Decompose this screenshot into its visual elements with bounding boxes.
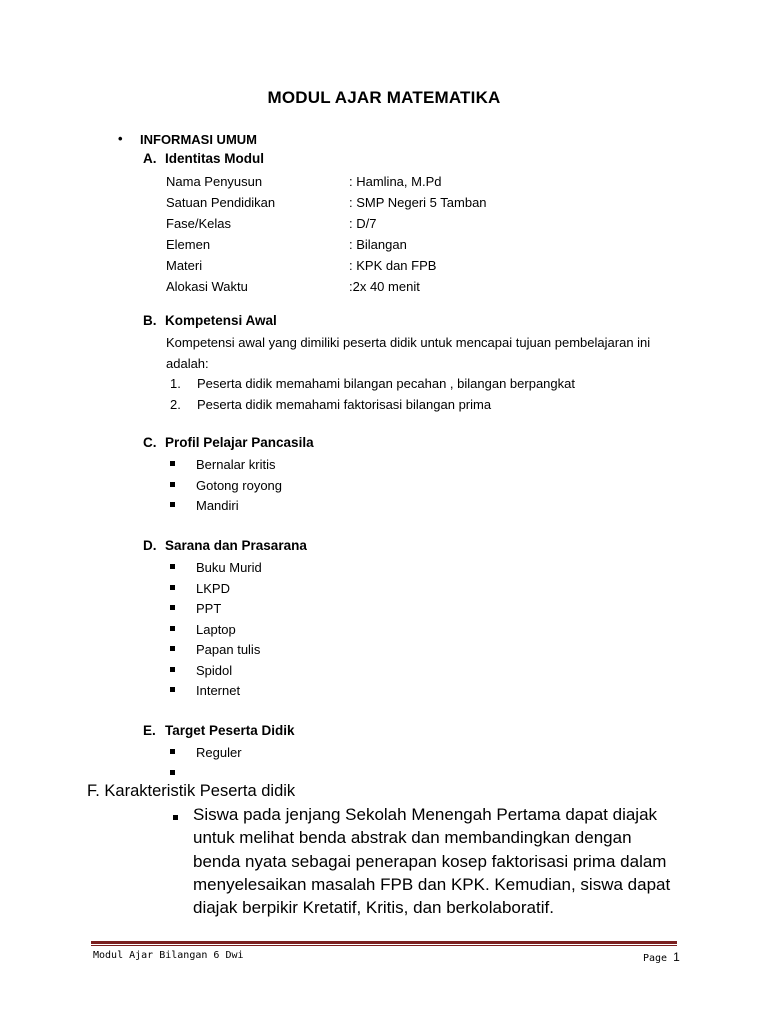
footer-page: [643, 950, 680, 964]
list-item: [170, 743, 242, 764]
list-item: [170, 558, 262, 579]
identitas-value: : D/7: [349, 216, 377, 231]
kompetensi-heading: [143, 313, 277, 328]
profil-title: Profil Pelajar Pancasila: [165, 435, 314, 450]
list-item: [170, 599, 262, 620]
identitas-key: Satuan Pendidikan: [166, 195, 276, 210]
karakteristik-heading: F. Karakteristik Peserta didik: [87, 782, 296, 800]
target-heading: [143, 723, 295, 738]
square-bullet-icon: [170, 749, 175, 754]
footer-page-label: Page: [643, 953, 668, 964]
identitas-row: [166, 192, 487, 213]
identitas-key: Fase/Kelas: [166, 216, 232, 231]
list-text: Papan tulis: [196, 642, 261, 657]
list-text: Peserta didik memahami bilangan pecahan , bilangan berpangkat: [197, 376, 575, 391]
section-heading: INFORMASI UMUM: [140, 132, 257, 147]
list-item: [170, 455, 282, 476]
profil-heading: [143, 435, 314, 450]
identitas-title: Identitas Modul: [165, 151, 264, 166]
identitas-key: Alokasi Waktu: [166, 279, 248, 294]
list-item: [170, 394, 575, 415]
footer-title: Modul Ajar Bilangan 6 Dwi: [93, 950, 244, 961]
sarana-letter: D.: [143, 538, 157, 553]
list-text: Reguler: [196, 745, 242, 760]
identitas-value: : KPK dan FPB: [349, 258, 437, 273]
list-item: [170, 496, 282, 517]
square-bullet-icon: [170, 482, 175, 487]
identitas-row: [166, 213, 487, 234]
list-text: Bernalar kritis: [196, 457, 276, 472]
list-item: [170, 661, 262, 682]
list-text: Laptop: [196, 621, 236, 637]
square-bullet-icon: [170, 502, 175, 507]
identitas-row: [166, 234, 487, 255]
sarana-list: [170, 558, 262, 702]
list-item: [170, 579, 262, 600]
list-text: Peserta didik memahami faktorisasi bilangan prima: [197, 397, 492, 412]
square-bullet-icon: [170, 646, 175, 651]
identitas-row: [166, 255, 487, 276]
identitas-value: : Hamlina, M.Pd: [349, 174, 442, 189]
list-text: PPT: [196, 601, 222, 616]
identitas-value: :2x 40 menit: [349, 279, 420, 294]
square-bullet-icon: [170, 667, 175, 672]
identitas-row: [166, 171, 487, 192]
list-item: [170, 620, 262, 641]
kompetensi-list: [170, 373, 575, 415]
kompetensi-paragraph: Kompetensi awal yang dimiliki peserta didik untuk mencapai tujuan pembelajaran ini adalah:: [166, 335, 651, 371]
list-text: Gotong royong: [196, 477, 283, 493]
footer-rule-thin: [91, 945, 677, 946]
list-item: [170, 476, 282, 497]
list-text: Buku Murid: [196, 560, 262, 575]
list-item: [170, 681, 262, 702]
target-list: [170, 743, 242, 784]
karakteristik-paragraph: Siswa pada jenjang Sekolah Menengah Pertama dapat diajak untuk melihat benda abstrak dan membandingkan dengan benda nyata sebagai penerapan kosep faktorisasi prima dalam menyelesaikan masalah FPB dan KPK. Kemudian, siswa dapat diajak berpikir Kretatif, Kritis, dan berkolaboratif.: [193, 805, 671, 918]
list-item: [170, 373, 575, 394]
list-number: 2.: [170, 397, 181, 412]
footer-rule-thick: [91, 941, 677, 944]
footer-page-number: 1: [673, 950, 680, 964]
square-bullet-icon: [170, 770, 175, 775]
identitas-value: : Bilangan: [349, 237, 407, 252]
kompetensi-title: Kompetensi Awal: [165, 313, 277, 328]
square-bullet-icon: [170, 605, 175, 610]
page-title: MODUL AJAR MATEMATIKA: [267, 88, 501, 107]
list-item: [170, 764, 242, 785]
identitas-table: [166, 171, 487, 297]
list-item: [170, 640, 262, 661]
list-text: Spidol: [196, 662, 233, 678]
section-bullet: •: [118, 131, 123, 146]
square-bullet-icon: [170, 687, 175, 692]
profil-letter: C.: [143, 435, 157, 450]
square-bullet-icon: [170, 564, 175, 569]
square-bullet-icon: [173, 815, 178, 820]
kompetensi-letter: B.: [143, 313, 157, 328]
identitas-key: Nama Penyusun: [166, 174, 263, 189]
square-bullet-icon: [170, 626, 175, 631]
square-bullet-icon: [170, 585, 175, 590]
list-text: LKPD: [196, 580, 230, 596]
list-number: 1.: [170, 376, 181, 391]
identitas-letter: A.: [143, 151, 157, 166]
identitas-key: Elemen: [166, 237, 211, 252]
list-text: Mandiri: [196, 498, 239, 513]
target-title: Target Peserta Didik: [165, 723, 295, 738]
sarana-heading: [143, 538, 307, 553]
identitas-key: Materi: [166, 258, 203, 273]
profil-list: [170, 455, 282, 517]
target-letter: E.: [143, 723, 156, 738]
square-bullet-icon: [170, 461, 175, 466]
sarana-title: Sarana dan Prasarana: [165, 538, 307, 553]
identitas-value: : SMP Negeri 5 Tamban: [349, 195, 487, 210]
identitas-heading: [143, 151, 264, 166]
identitas-row: [166, 276, 487, 297]
list-text: Internet: [196, 683, 241, 698]
